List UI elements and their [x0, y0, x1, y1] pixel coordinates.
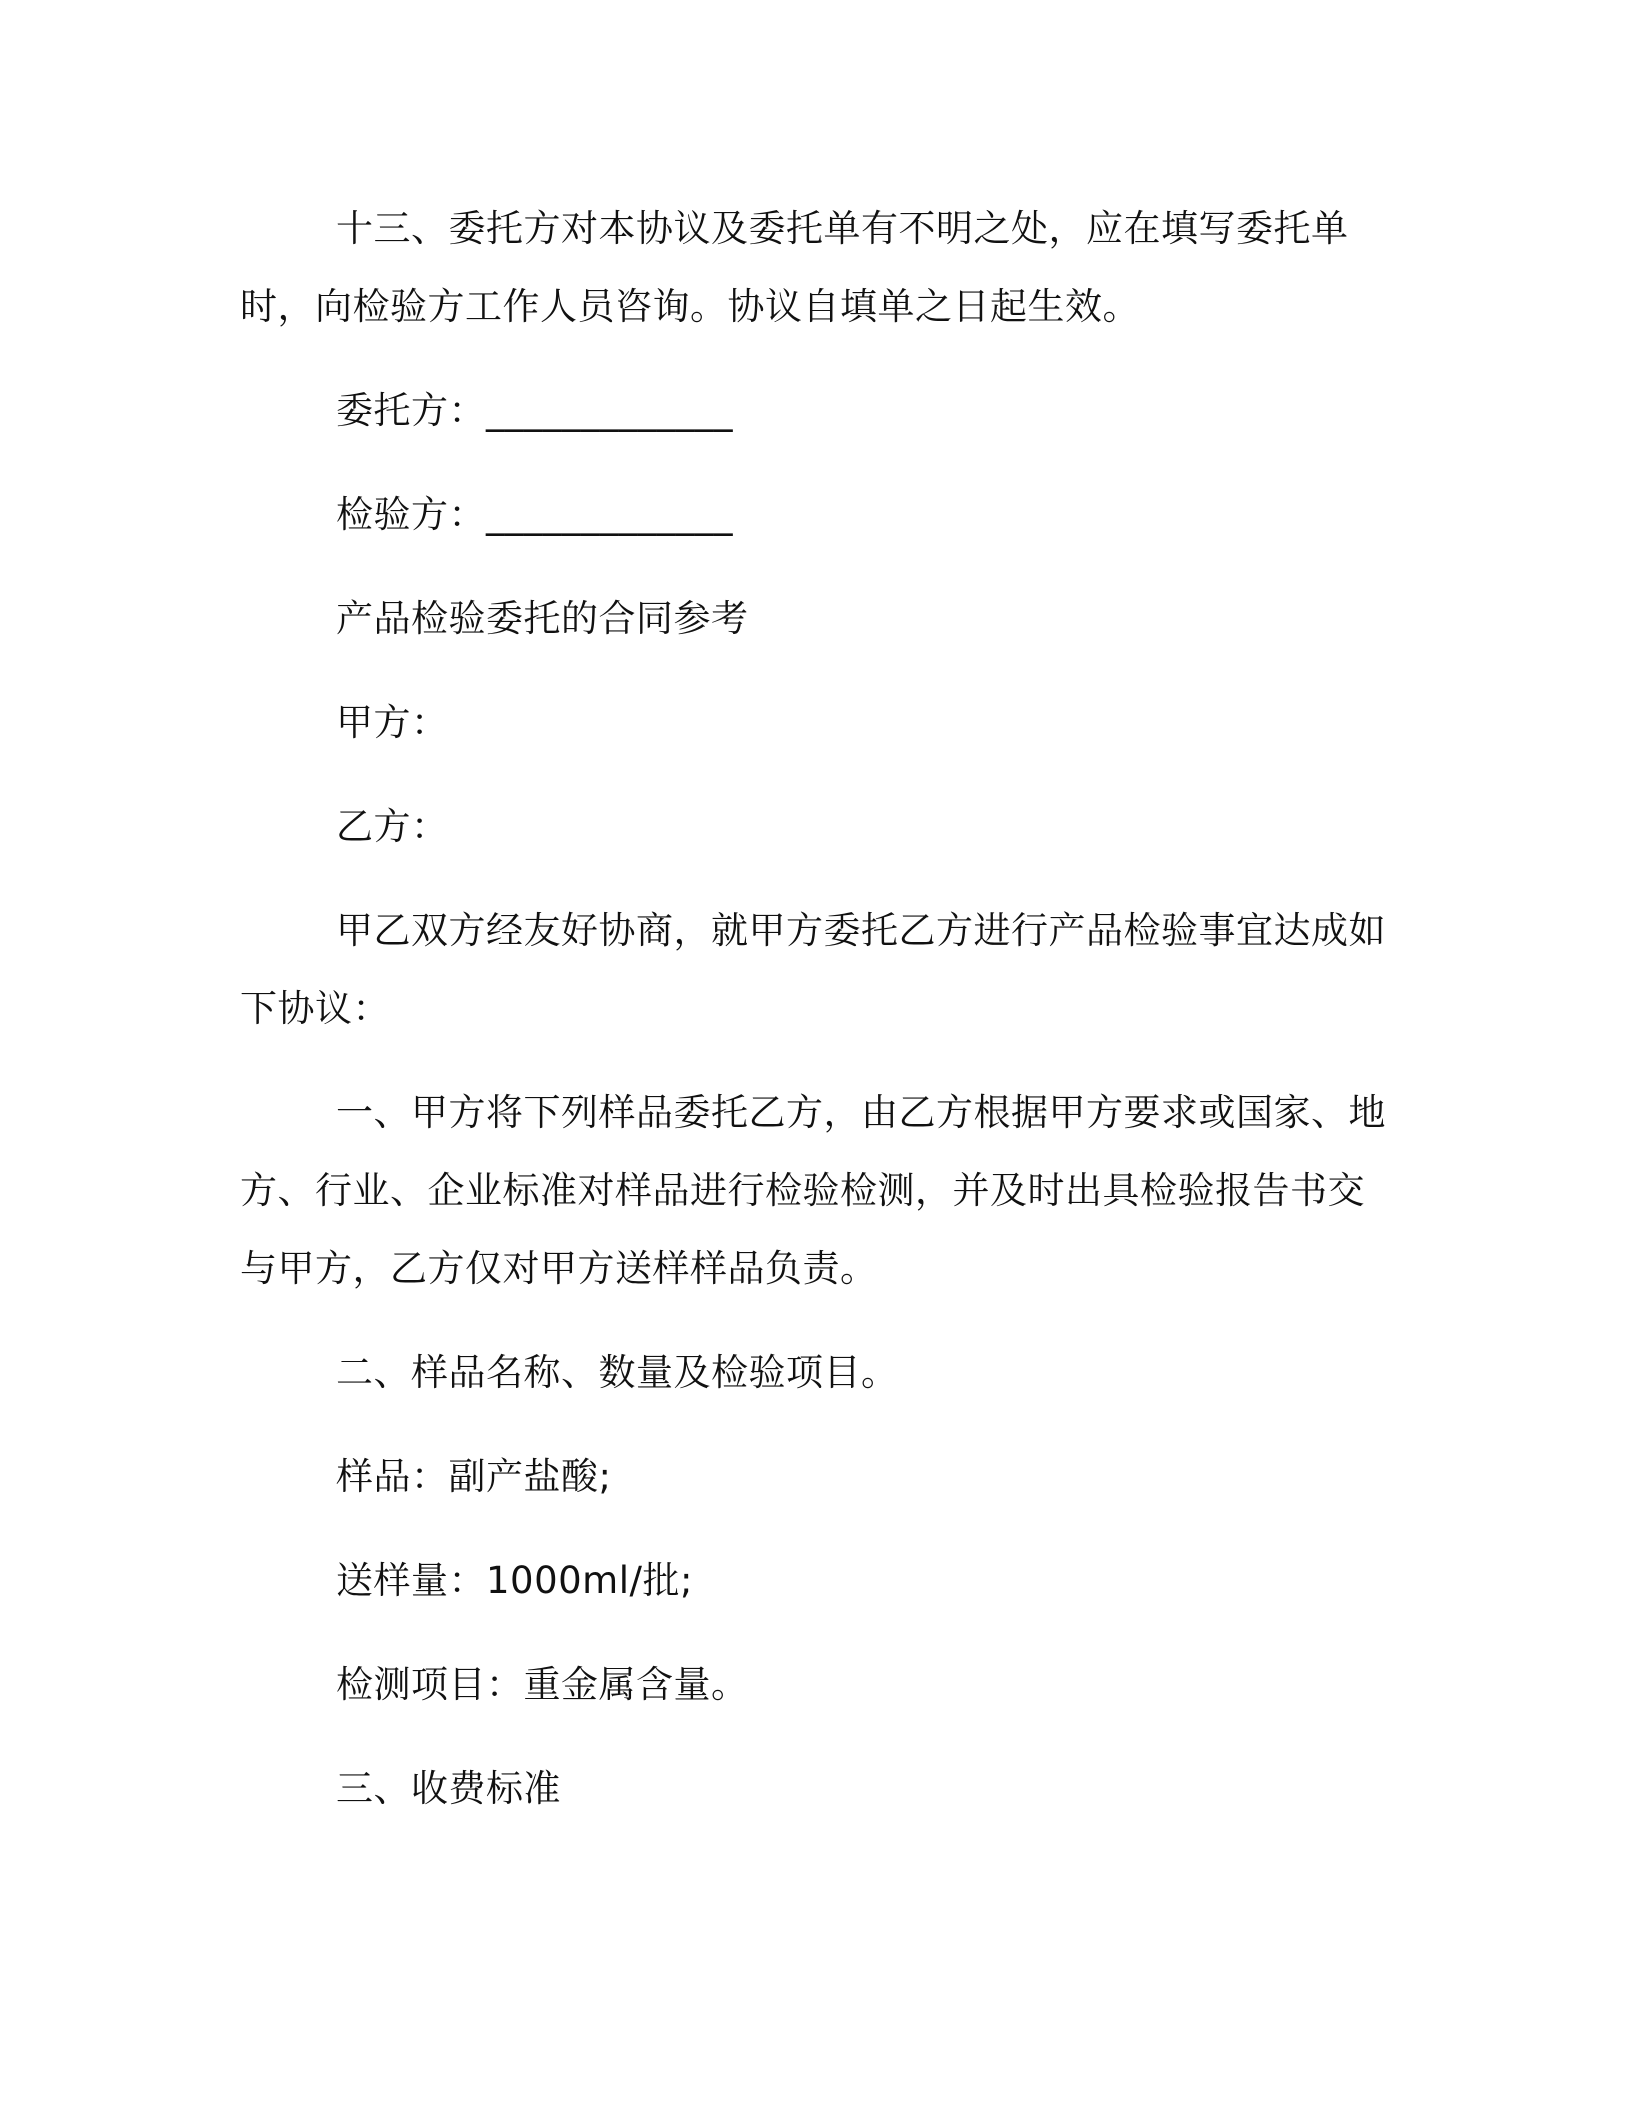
- test-items-line: 检测项目：重金属含量。: [336, 1663, 749, 1706]
- agreement-intro-paragraph: 甲乙双方经友好协商，就甲方委托乙方进行产品检验事宜达成如下协议：: [240, 909, 1386, 1030]
- client-signature-line: 委托方：_____________: [336, 389, 733, 432]
- inspector-signature-line: 检验方：_____________: [336, 493, 733, 536]
- sample-quantity-line: 送样量：1000ml/批;: [336, 1559, 693, 1602]
- sample-name-line: 样品：副产盐酸;: [336, 1455, 612, 1498]
- contract-title: 产品检验委托的合同参考: [336, 597, 749, 640]
- party-a-line: 甲方：: [336, 701, 449, 744]
- clause-1-paragraph: 一、甲方将下列样品委托乙方，由乙方根据甲方要求或国家、地方、行业、企业标准对样品进行检验检测，并及时出具检验报告书交与甲方，乙方仅对甲方送样样品负责。: [240, 1091, 1386, 1290]
- clause-3-heading: 三、收费标准: [336, 1767, 561, 1810]
- document-page: [240, 190, 1400, 1854]
- party-b-line: 乙方：: [336, 805, 449, 848]
- clause-13-paragraph: 十三、委托方对本协议及委托单有不明之处，应在填写委托单时，向检验方工作人员咨询。协议自填单之日起生效。: [240, 207, 1349, 328]
- clause-2-heading: 二、样品名称、数量及检验项目。: [336, 1351, 899, 1394]
